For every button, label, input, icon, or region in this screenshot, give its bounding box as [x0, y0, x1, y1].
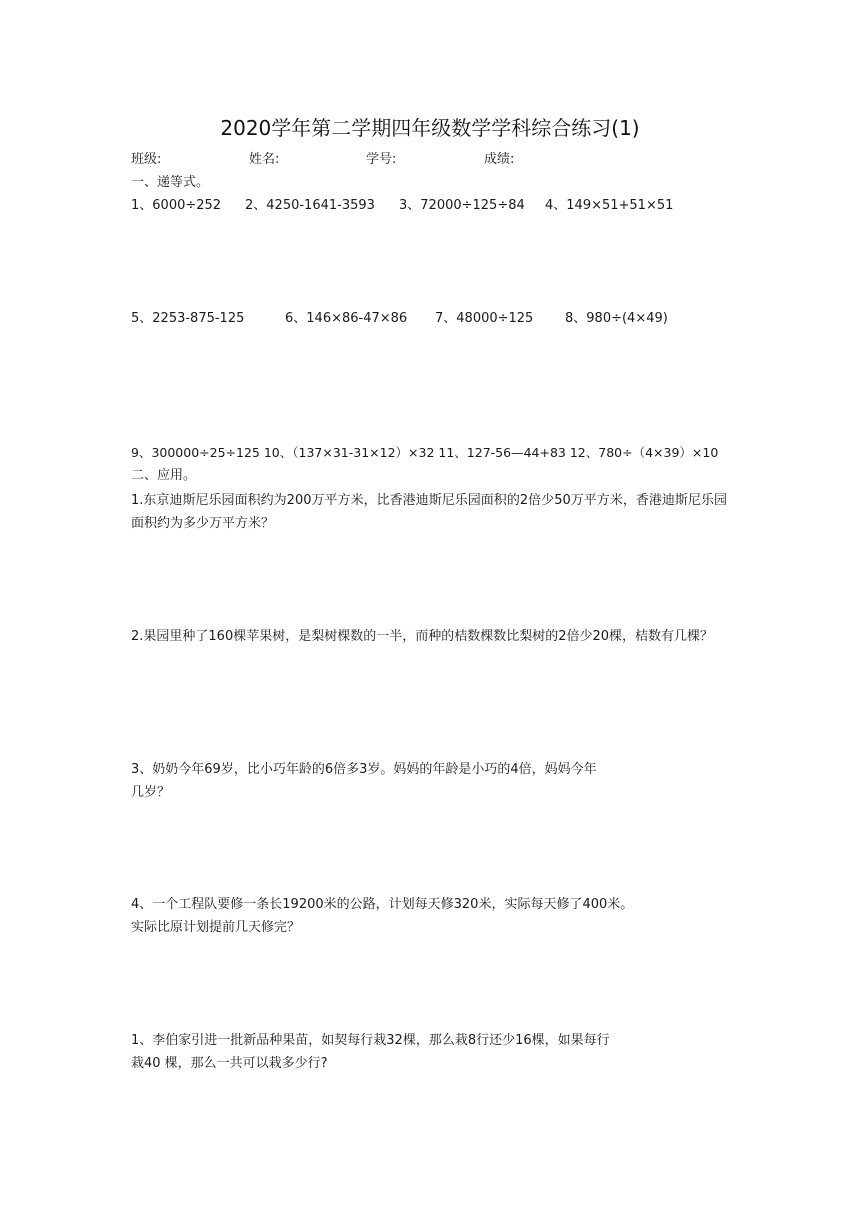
word-problem-4-line1: 4、一个工程队要修一条长19200米的公路，计划每天修320米，实际每天修了400米。	[131, 897, 634, 912]
student-number-field-label: 学号:	[366, 152, 397, 167]
calc-problem-1: 1、6000÷252	[131, 198, 222, 213]
page-title: 2020学年第二学期四年级数学学科综合练习(1)	[220, 116, 640, 140]
name-field-label: 姓名:	[249, 152, 280, 167]
calc-problem-8: 8、980÷(4×49)	[565, 311, 668, 326]
word-problem-5-line2: 栽40 棵，那么一共可以栽多少行?	[131, 1056, 328, 1071]
word-problem-3-line1: 3、奶奶今年69岁，比小巧年龄的6倍多3岁。妈妈的年龄是小巧的4倍，妈妈今年	[131, 762, 597, 777]
calc-problem-5: 5、2253-875-125	[131, 311, 245, 326]
calc-problem-3: 3、72000÷125÷84	[399, 198, 525, 213]
calc-problem-7: 7、48000÷125	[435, 311, 534, 326]
calc-problem-4: 4、149×51+51×51	[545, 198, 674, 213]
word-problem-4-line2: 实际比原计划提前几天修完？	[131, 920, 301, 935]
score-field-label: 成绩:	[484, 152, 515, 167]
class-field-label: 班级:	[131, 152, 162, 167]
section1-heading: 一、递等式。	[131, 175, 210, 190]
calc-problem-2: 2、4250-1641-3593	[245, 198, 375, 213]
word-problem-3-line2: 几岁？	[131, 785, 171, 800]
calc-problem-6: 6、146×86-47×86	[285, 311, 408, 326]
word-problem-5-line1: 1、李伯家引进一批新品种果苗，如契每行栽32棵，那么栽8行还少16棵，如果每行	[131, 1033, 610, 1048]
word-problem-2: 2.果园里种了160棵苹果树，是梨树棵数的一半，而种的桔数棵数比梨树的2倍少20棵，桔数有几棵？	[131, 629, 714, 644]
section2-heading: 二、应用。	[131, 468, 197, 483]
word-problem-1: 1.东京迪斯尼乐园面积约为200万平方米，比香港迪斯尼乐园面积的2倍少50万平方米，香港迪斯尼乐园面积约为多少万平方米？	[131, 493, 727, 531]
calc-problems-9-12: 9、300000÷25÷125 10、（137×31-31×12）×32 11、127-56—44+83 12、780÷（4×39）×10	[131, 445, 719, 460]
